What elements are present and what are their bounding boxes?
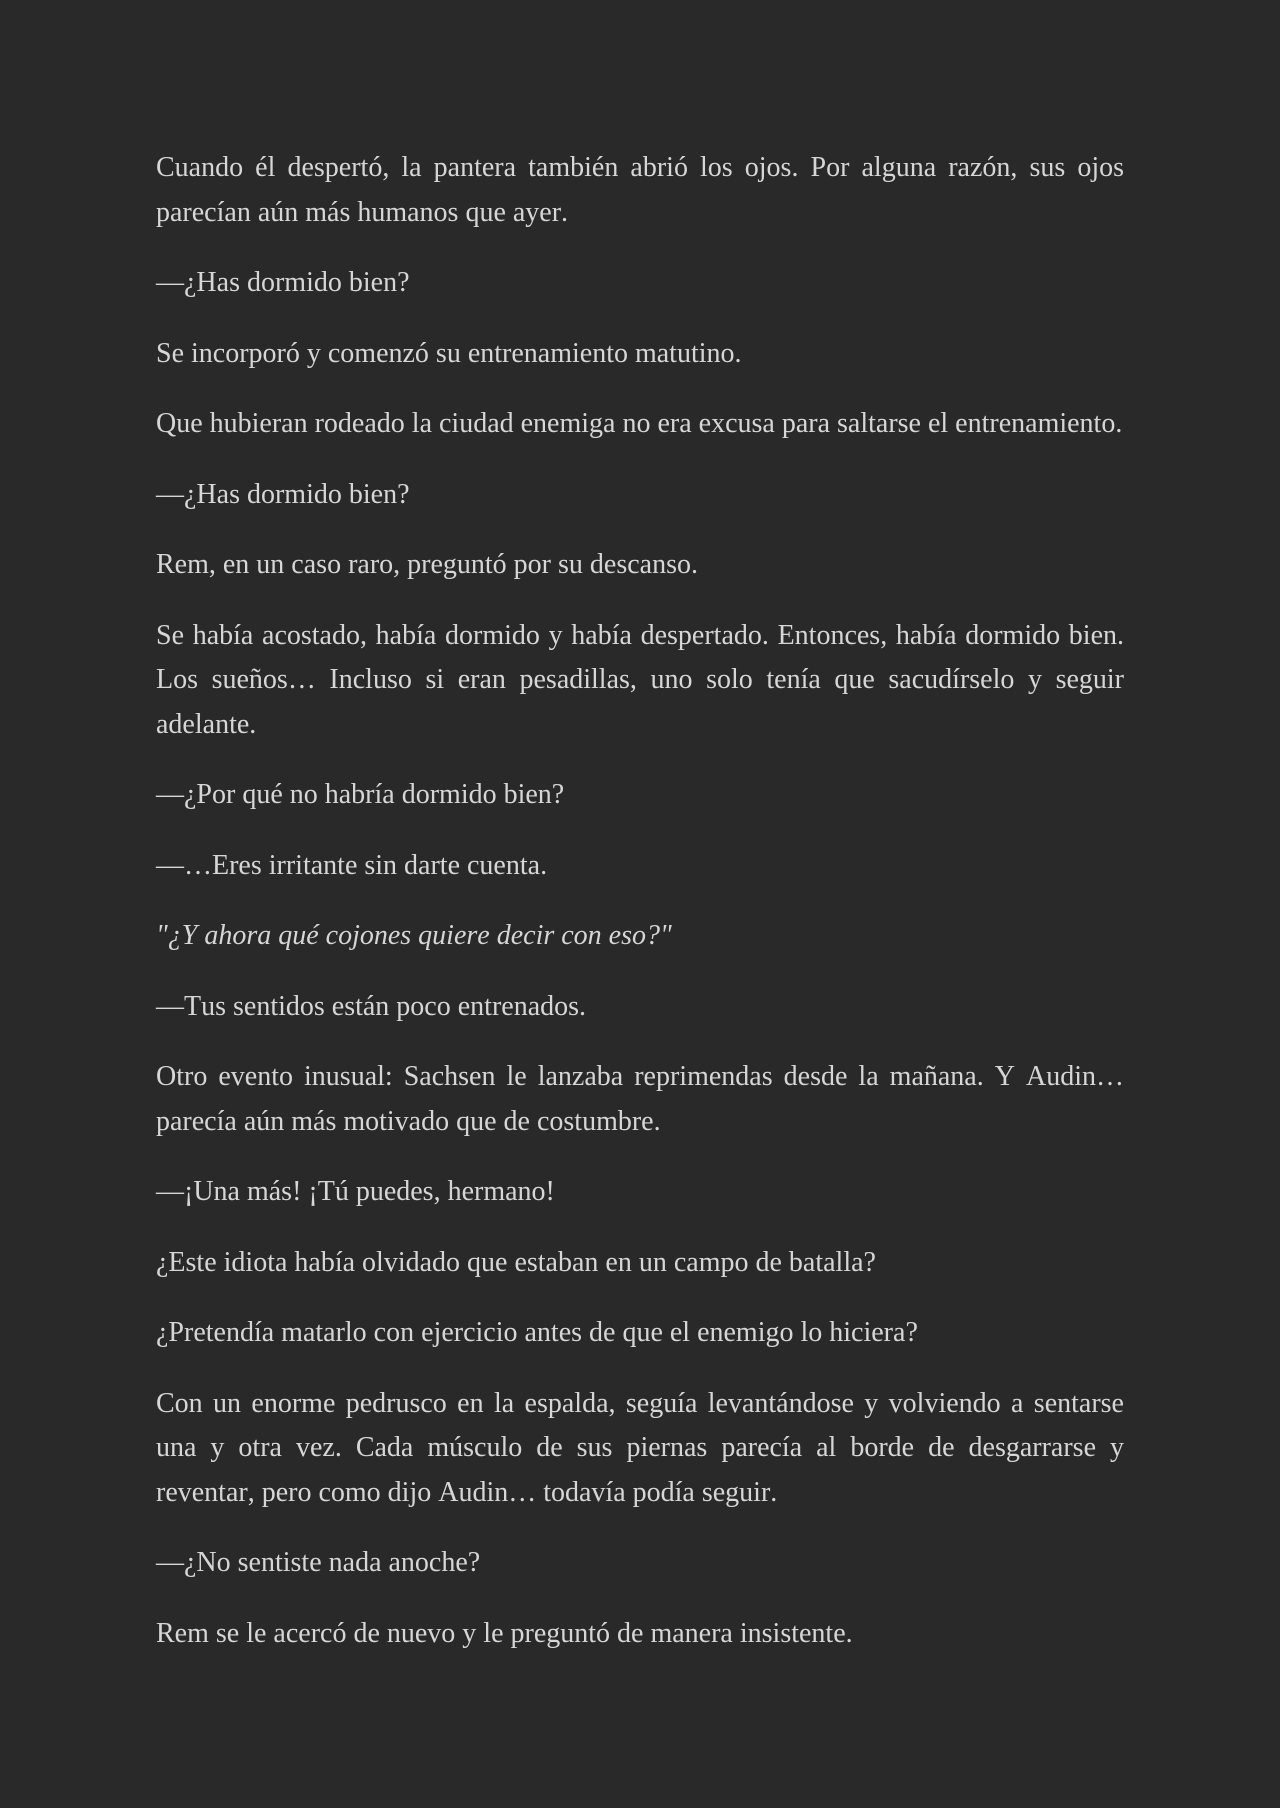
paragraph: ¿Este idiota había olvidado que estaban en un campo de batalla? (156, 1246, 876, 1278)
dialogue-paragraph: —¡Una más! ¡Tú puedes, hermano! (156, 1176, 555, 1207)
paragraph: ¿Pretendía matarlo con ejercicio antes de que el enemigo lo hiciera? (156, 1317, 918, 1348)
paragraph: Otro evento inusual: Sachsen le lanzaba reprimendas desde la mañana. Y Audin… parecía aún más motivado que de costumbre. (156, 1061, 1124, 1137)
paragraph: Se había acostado, había dormido y había despertado. Entonces, había dormido bien. Los sueños… Incluso si eran pesadillas, uno solo tenía que sacudírselo y seguir adelante. (156, 619, 1124, 740)
paragraph: Con un enorme pedrusco en la espalda, seguía levantándose y volviendo a sentarse una y otra vez. Cada músculo de sus piernas parecía al borde de desgarrarse y reventar, pero como dijo Audin… todavía podía seguir. (156, 1387, 1124, 1508)
paragraph: Rem se le acercó de nuevo y le preguntó de manera insistente. (156, 1617, 853, 1649)
dialogue-paragraph: —¿No sentiste nada anoche? (156, 1547, 481, 1578)
paragraph: Cuando él despertó, la pantera también abrió los ojos. Por alguna razón, sus ojos parecían aún más humanos que ayer. (156, 152, 1124, 228)
paragraph: Se incorporó y comenzó su entrenamiento matutino. (156, 337, 742, 369)
dialogue-paragraph: —¿Por qué no habría dormido bien? (156, 779, 565, 810)
dialogue-paragraph: —¿Has dormido bien? (156, 478, 410, 510)
dialogue-paragraph: —…Eres irritante sin darte cuenta. (156, 849, 548, 881)
paragraph: Rem, en un caso raro, preguntó por su descanso. (156, 549, 698, 580)
reader-text-content (156, 0, 1124, 1802)
dialogue-paragraph: —¿Has dormido bien? (156, 267, 410, 298)
inner-thought-paragraph: "¿Y ahora qué cojones quiere decir con eso?" (156, 920, 672, 951)
paragraph: Que hubieran rodeado la ciudad enemiga no era excusa para saltarse el entrenamiento. (156, 408, 1123, 439)
dialogue-paragraph: —Tus sentidos están poco entrenados. (156, 990, 587, 1022)
